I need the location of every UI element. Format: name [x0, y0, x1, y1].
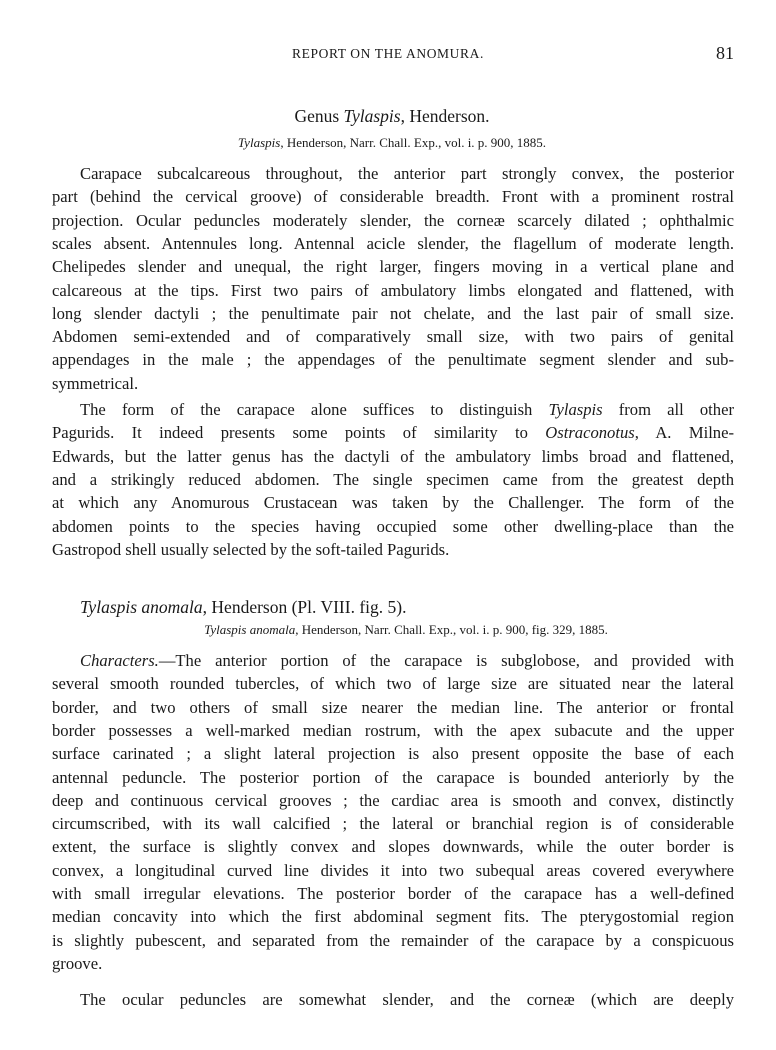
text-line [52, 515, 734, 538]
text-segment: calcareous at the tips. First two pairs of ambulatory limbs elongated and flattened, with [52, 280, 734, 300]
text-segment: deep and continuous cervical grooves ; the cardiac area is smooth and convex, distinctly [52, 790, 734, 810]
text-segment: from all other [602, 400, 734, 419]
text-segment: circumscribed, with its wall calcified ; the lateral or branchial region is of considerable [52, 814, 734, 834]
text-line [52, 421, 734, 444]
text-line [52, 929, 734, 952]
text-line [80, 398, 734, 421]
genus-heading-name: Tylaspis [343, 106, 401, 126]
genus-citation-rest: , Henderson, Narr. Chall. Exp., vol. i. p. 900, 1885. [280, 135, 547, 150]
text-segment: groove. [52, 953, 103, 973]
text-segment: at which any Anomurous Crustacean was taken by the Challenger. The form of the [52, 493, 734, 513]
text-line [52, 302, 734, 325]
text-segment: extent, the surface is slightly convex and slopes downwards, while the outer border is [52, 837, 734, 857]
text-segment: border possesses a well-marked median rostrum, with the apex subacute and the upper [52, 720, 734, 740]
text-line [52, 812, 734, 835]
text-line [52, 905, 734, 928]
text-line [52, 325, 734, 348]
text-line [52, 672, 734, 695]
genus-heading-prefix: Genus [294, 106, 344, 126]
species-citation-rest: , Henderson, Narr. Chall. Exp., vol. i. p. 900, fig. 329, 1885. [295, 622, 608, 637]
text-segment: median concavity into which the first abdominal segment fits. The pterygostomial region [52, 907, 734, 927]
text-line [52, 538, 734, 561]
text-segment: long slender dactyli ; the penultimate pair not chelate, and the last pair of small size. [52, 303, 734, 323]
text-segment: symmetrical. [52, 373, 139, 393]
text-line [52, 185, 734, 208]
text-line [52, 209, 734, 232]
text-line [52, 719, 734, 742]
text-segment: scales absent. Antennules long. Antennal acicle slender, the flagellum of moderate length. [52, 233, 734, 253]
species-heading [80, 597, 406, 618]
text-segment: Abdomen semi-extended and of comparatively small size, with two pairs of genital [52, 327, 734, 347]
italic-term: Characters. [80, 651, 159, 670]
text-line [52, 348, 734, 371]
text-line [80, 649, 734, 672]
text-line [52, 882, 734, 905]
text-segment: with small irregular elevations. The posterior border of the carapace has a well-defined [52, 884, 734, 903]
text-line [52, 742, 734, 765]
text-segment: Carapace subcalcareous throughout, the anterior part strongly convex, the posterior [80, 164, 734, 183]
text-segment: convex, a longitudinal curved line divides it into two subequal areas covered everywhere [52, 860, 734, 880]
text-segment: The form of the carapace alone suffices to distinguish [80, 400, 549, 419]
text-segment: antennal peduncle. The posterior portion of the carapace is bounded anteriorly by the [52, 767, 734, 787]
text-segment: The ocular peduncles are somewhat slender, and the corneæ (which are deeply [80, 990, 734, 1009]
species-citation-name: Tylaspis anomala [204, 622, 296, 637]
text-line [52, 859, 734, 882]
text-line [80, 162, 734, 185]
text-segment: border, and two others of small size nearer the median line. The anterior or frontal [52, 697, 734, 717]
text-line [52, 468, 734, 491]
text-segment: part (behind the cervical groove) of considerable breadth. Front with a prominent rostral [52, 187, 734, 207]
text-line [52, 491, 734, 514]
text-segment: surface carinated ; a slight lateral projection is also present opposite the base of each [52, 744, 734, 764]
text-line [52, 255, 734, 278]
text-segment: Edwards, but the latter genus has the dactyli of the ambulatory limbs broad and flattened, [52, 446, 734, 466]
running-title: REPORT ON THE ANOMURA. [292, 46, 484, 61]
text-line [80, 988, 734, 1011]
text-segment: Chelipedes slender and unequal, the right larger, fingers moving in a vertical plane and [52, 257, 734, 277]
species-heading-name: Tylaspis anomala [80, 597, 203, 617]
species-citation [18, 622, 776, 638]
text-line [52, 372, 734, 395]
text-segment: Gastropod shell usually selected by the soft-tailed Pagurids. [52, 539, 450, 559]
text-line [52, 952, 734, 975]
text-line [52, 766, 734, 789]
genus-citation-name: Tylaspis [237, 135, 281, 150]
page-number: 81 [716, 43, 734, 63]
text-line [52, 835, 734, 858]
text-line [52, 696, 734, 719]
text-line [52, 789, 734, 812]
species-heading-rest: , Henderson (Pl. VIII. fig. 5). [202, 597, 407, 617]
italic-term: Tylaspis [548, 400, 603, 419]
text-segment: , A. Milne- [634, 423, 734, 443]
text-segment: several smooth rounded tubercles, of which two of large size are situated near the lateral [52, 674, 734, 694]
text-line [52, 279, 734, 302]
text-segment: appendages in the male ; the appendages of the penultimate segment slender and sub- [52, 350, 734, 370]
text-segment: —The anterior portion of the carapace is subglobose, and provided with [158, 651, 734, 670]
text-segment: Pagurids. It indeed presents some points of similarity to [52, 423, 546, 443]
text-line [52, 445, 734, 468]
text-segment: projection. Ocular peduncles moderately slender, the corneæ scarcely dilated ; ophthalmic [52, 210, 734, 230]
text-segment: is slightly pubescent, and separated from the remainder of the carapace by a conspicuous [52, 930, 734, 950]
genus-citation [0, 135, 776, 151]
text-line [52, 232, 734, 255]
text-segment: abdomen points to the species having occupied some other dwelling-place than the [52, 516, 734, 536]
text-segment: and a strikingly reduced abdomen. The single specimen came from the greatest depth [52, 469, 734, 489]
genus-heading [0, 106, 776, 127]
genus-heading-suffix: , Henderson. [400, 106, 490, 126]
italic-term: Ostraconotus [545, 423, 635, 443]
